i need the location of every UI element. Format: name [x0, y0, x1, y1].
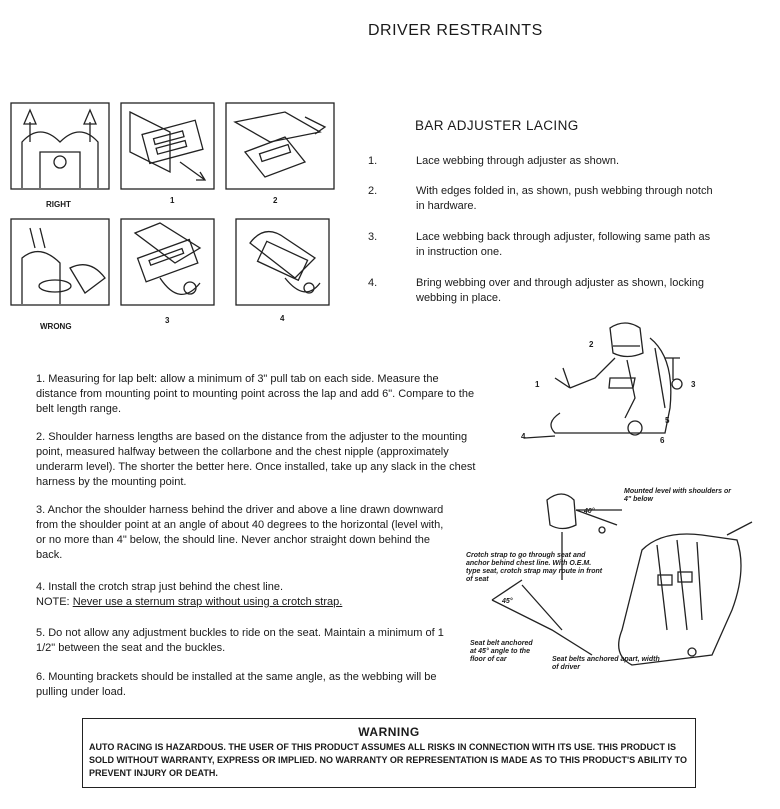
figure-step-3 — [120, 218, 215, 308]
step-number: 1. — [368, 155, 378, 167]
driver-seat-illustration — [515, 318, 715, 458]
label-3: 3 — [691, 380, 696, 389]
lacing-step — [368, 154, 718, 174]
instruction-text: 2. Shoulder harness lengths are based on the distance from the adjuster to the mounting point, measured halfway between the collarbone and the chest nipple (approximately underarm level). The shorter the better here. Once installed, take up any slack in the chest harness by the mounting point. — [36, 431, 476, 488]
label-4: 4 — [521, 432, 526, 441]
step-text: Bring webbing over and through adjuster as shown, locking webbing in place. — [416, 277, 705, 304]
crotch-note: Crotch strap to go through seat and anchor behind chest line. With O.E.M. type seat, crotch strap may route in front of seat — [466, 552, 603, 583]
instruction-text: 4. Install the crotch strap just behind the chest line. — [36, 581, 284, 593]
angle-45-label: 45° — [502, 598, 513, 605]
lacing-step — [368, 276, 718, 308]
seat-belts-note: Seat belts anchored apart, width of driver — [552, 656, 660, 671]
figure-right — [10, 102, 110, 192]
caption-3: 3 — [165, 316, 170, 325]
instruction-1 — [36, 372, 476, 417]
instruction-2 — [36, 430, 476, 490]
caption-2: 2 — [273, 196, 278, 205]
instruction-4 — [36, 580, 476, 610]
figure-step-4 — [235, 218, 330, 308]
warning-title: WARNING — [358, 725, 420, 739]
instruction-6 — [36, 670, 446, 700]
step-number: 4. — [368, 277, 378, 289]
step-number: 2. — [368, 185, 378, 197]
angle-40-label: 40° — [584, 508, 595, 515]
instruction-text: 1. Measuring for lap belt: allow a minimum of 3" pull tab on each side. Measure the distance from mounting point to mounting point across the lap and add 6". Compare to the belt length range. — [36, 373, 475, 415]
mounted-note: Mounted level with shoulders or 4" below — [624, 488, 731, 503]
label-5: 5 — [665, 416, 670, 425]
lacing-step — [368, 230, 718, 262]
caption-right: RIGHT — [46, 200, 71, 209]
figure-step-2 — [225, 102, 335, 192]
label-6: 6 — [660, 436, 665, 445]
figure-wrong — [10, 218, 110, 308]
figure-step-1 — [120, 102, 215, 192]
instruction-text: 3. Anchor the shoulder harness behind the driver and above a line drawn downward from the shoulder point at an angle of about 40 degrees to the horizontal (level with, or no more than 4" below, the should line. Never anchor straight down behind the back. — [36, 504, 444, 561]
seat-belt-note: Seat belt anchored at 45° angle to the floor of car — [470, 640, 533, 663]
page-title: DRIVER RESTRAINTS — [368, 22, 543, 39]
step-text: With edges folded in, as shown, push webbing through notch in hardware. — [416, 185, 713, 212]
lacing-step — [368, 184, 718, 216]
note-label: NOTE: — [36, 596, 70, 608]
note-text: Never use a sternum strap without using a crotch strap. — [72, 596, 343, 608]
label-2: 2 — [589, 340, 594, 349]
caption-4: 4 — [280, 314, 285, 323]
caption-wrong: WRONG — [40, 322, 72, 331]
label-1: 1 — [535, 380, 540, 389]
warning-text: AUTO RACING IS HAZARDOUS. THE USER OF THIS PRODUCT ASSUMES ALL RISKS IN CONNECTION WITH ITS USE. THIS PRODUCT IS SOLD WITHOUT WARRANTY, EXPRESS OR IMPLIED. NO WARRANTY OR REPRESENTATION IS MADE AS TO THIS PRODUCT'S ABILITY TO PREVENT INJURY OR DEATH. — [89, 742, 688, 778]
instruction-text: 5. Do not allow any adjustment buckles to ride on the seat. Maintain a minimum of 1 1/2" between the seat and the buckles. — [36, 627, 444, 654]
warning-box — [82, 718, 696, 788]
instruction-5 — [36, 626, 456, 656]
lacing-title: BAR ADJUSTER LACING — [415, 118, 579, 133]
instruction-text: 6. Mounting brackets should be installed at the same angle, as the webbing will be pulling under load. — [36, 671, 437, 698]
step-number: 3. — [368, 231, 378, 243]
seated-driver-figure — [515, 318, 715, 458]
note-line — [36, 595, 476, 610]
step-text: Lace webbing through adjuster as shown. — [416, 155, 620, 167]
lacing-figures — [10, 100, 340, 335]
instruction-3 — [36, 503, 446, 563]
caption-1: 1 — [170, 196, 175, 205]
step-text: Lace webbing back through adjuster, following same path as in instruction one. — [416, 231, 711, 258]
mounting-angle-figure — [462, 480, 767, 690]
